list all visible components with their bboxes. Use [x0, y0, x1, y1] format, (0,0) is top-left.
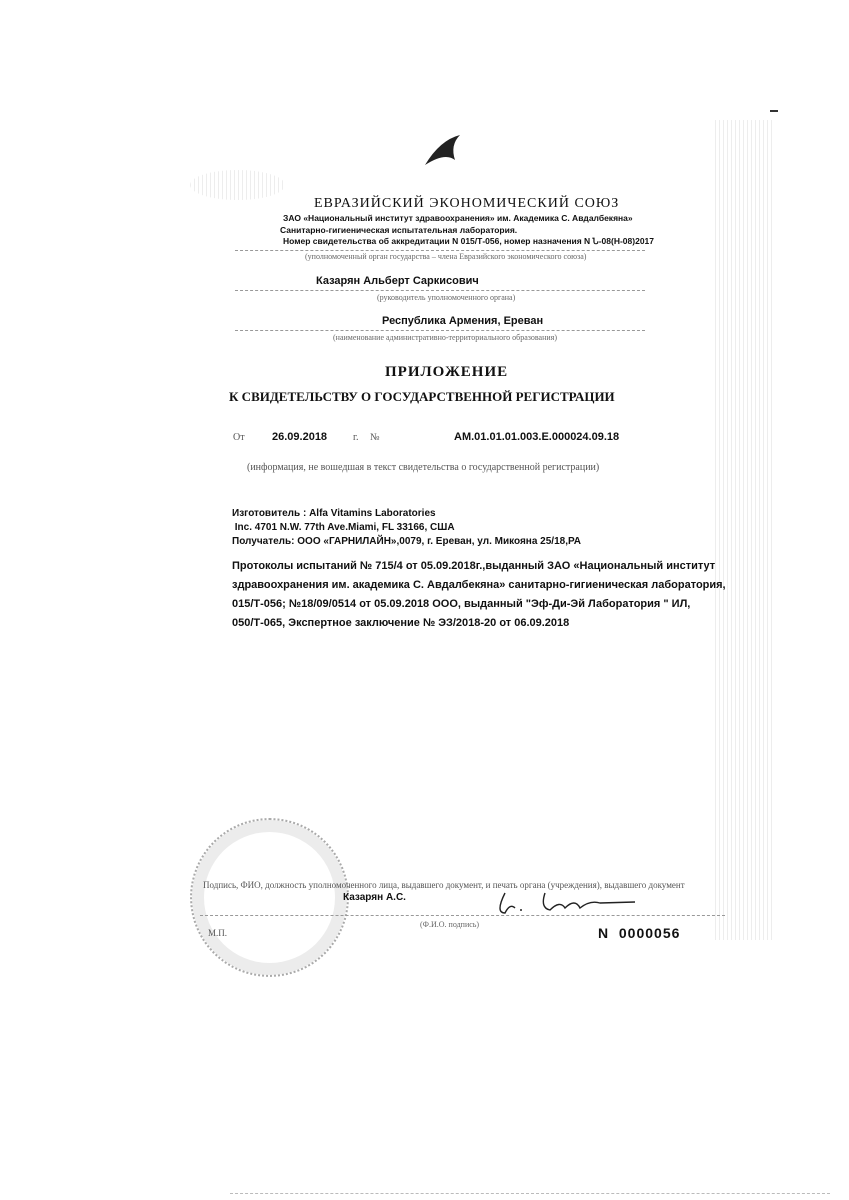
head-name: Казарян Альберт Саркисович: [316, 275, 479, 287]
title-sub: К СВИДЕТЕЛЬСТВУ О ГОСУДАРСТВЕННОЙ РЕГИСТРАЦИИ: [229, 389, 615, 404]
union-title: ЕВРАЗИЙСКИЙ ЭКОНОМИЧЕСКИЙ СОЮЗ: [314, 196, 620, 211]
certificate-date: 26.09.2018: [272, 431, 328, 443]
divider: [200, 915, 725, 916]
round-seal: [190, 818, 349, 977]
title-main: ПРИЛОЖЕНИЕ: [385, 364, 509, 380]
fio-caption: (Ф.И.О. подпись): [420, 920, 480, 929]
org-line-2: Санитарно-гигиеническая испытательная лаборатория.: [280, 225, 518, 235]
scan-mark: [770, 110, 778, 112]
certificate-number: AM.01.01.01.003.E.000024.09.18: [454, 431, 620, 443]
divider: [235, 250, 645, 251]
number-label: №: [370, 432, 380, 443]
org-line-3: Номер свидетельства об аккредитации N 015/Т-056, номер назначения N Ն-08(Н-08)2017: [283, 236, 655, 246]
org-caption: (уполномоченный орган государства – члена Евразийского экономического союза): [305, 252, 587, 261]
location-caption: (наименование административно-территориального образования): [333, 333, 558, 342]
info-caption: (информация, не вошедшая в текст свидетельства о государственной регистрации): [247, 462, 600, 473]
handwritten-signature: [490, 888, 640, 918]
manufacturer: Изготовитель : Alfa Vitamins Laboratories: [232, 508, 436, 519]
stamp-place: М.П.: [208, 928, 228, 938]
signer-name: Казарян А.С.: [343, 892, 406, 903]
scan-noise-right: [715, 120, 775, 940]
bottom-edge: [230, 1193, 830, 1194]
emblem-bird-icon: [420, 130, 470, 170]
manufacturer-address: Inc. 4701 N.W. 77th Ave.Miami, FL 33166, США: [232, 522, 455, 533]
signature-caption: Подпись, ФИО, должность уполномоченного лица, выдавшего документ, и печать органа (учреждения), выдавшего документ: [203, 880, 685, 890]
location: Республика Армения, Ереван: [382, 315, 544, 327]
stamp-top-left: [190, 170, 285, 200]
protocol-line: Протоколы испытаний № 715/4 от 05.09.2018г.,выданный ЗАО «Национальный институт: [232, 560, 716, 572]
year-label: г.: [353, 432, 359, 443]
divider: [235, 290, 645, 291]
protocol-line: 050/Т-065, Экспертное заключение № ЭЗ/2018-20 от 06.09.2018: [232, 617, 570, 629]
recipient: Получатель: ООО «ГАРНИЛАЙН»,0079, г. Ереван, ул. Микояна 25/18,РА: [232, 536, 581, 547]
protocols: [232, 557, 726, 633]
protocol-line: 015/Т-056; №18/09/0514 от 05.09.2018 ООО, выданный "Эф-Ди-Эй Лаборатория " ИЛ,: [232, 598, 691, 610]
head-caption: (руководитель уполномоченного органа): [377, 293, 516, 302]
divider: [235, 330, 645, 331]
protocol-line: здравоохранения им. академика С. Авдалбекяна» санитарно-гигиеническая лаборатория,: [232, 579, 726, 591]
from-label: От: [233, 432, 245, 443]
serial-number: N 0000056: [598, 925, 681, 941]
org-line-1: ЗАО «Национальный институт здравоохранения» им. Академика С. Авдалбекяна»: [283, 213, 633, 223]
